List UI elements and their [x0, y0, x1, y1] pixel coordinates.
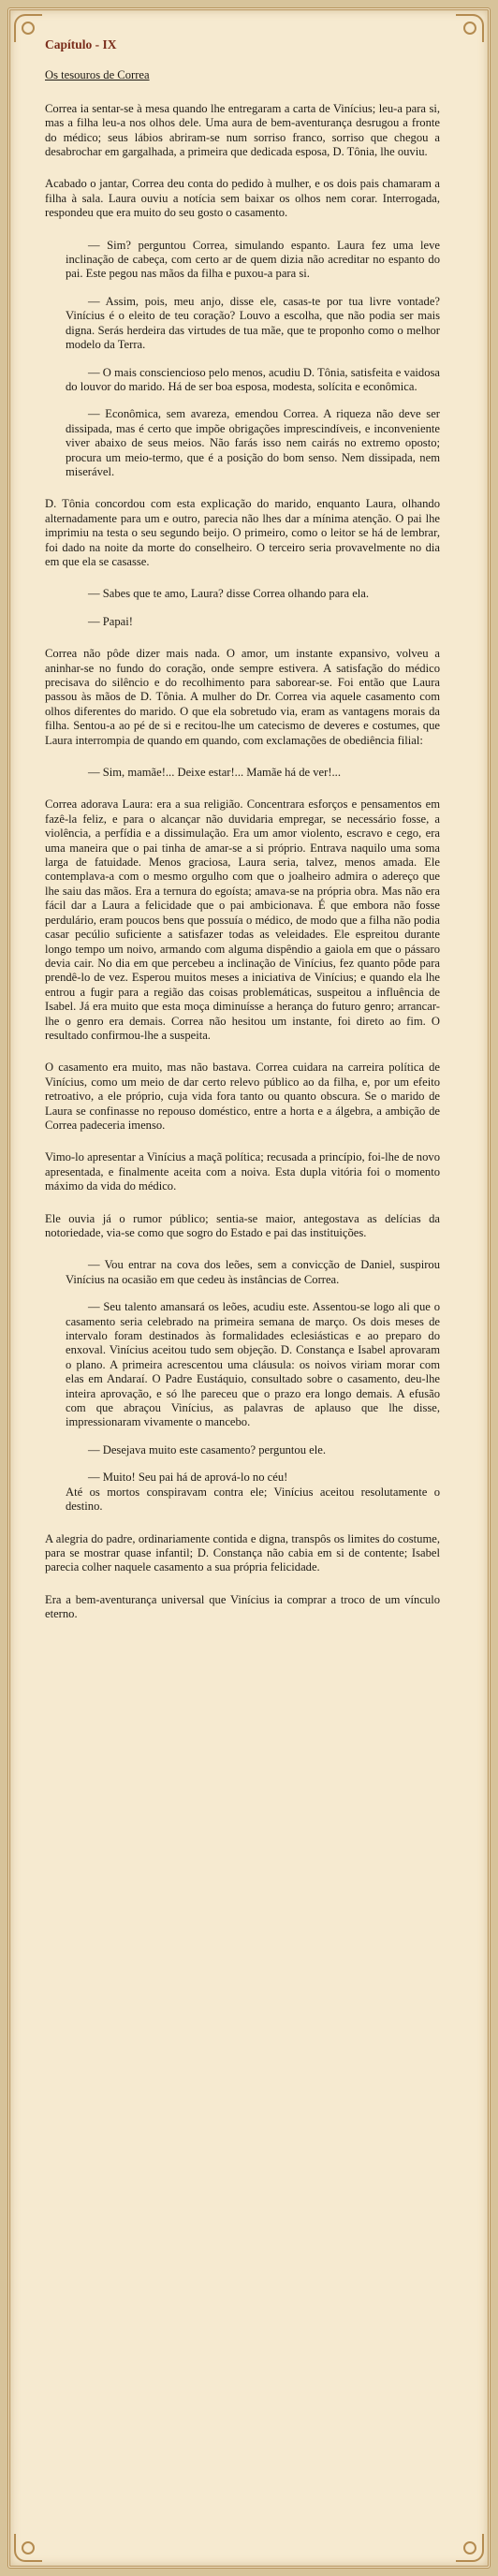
dialogue-line: — Econômica, sem avareza, emendou Correa. A riqueza não deve ser dissipada, mas é certo que impõe obrigações imprescindíveis, e inconveniente viver abaixo de seus meios. Não farás isso nem cairás no extremo oposto; procura um meio-termo, que é a posição do bom senso. Nem dissipada, nem miserável.	[66, 407, 440, 478]
corner-ornament-bottom-right	[456, 2534, 484, 2562]
paragraph-continuation: Até os mortos conspiravam contra ele; Vinícius aceitou resolutamente o destino.	[66, 1485, 440, 1514]
dialogue-line: — Desejava muito este casamento? perguntou ele.	[88, 1442, 327, 1456]
paragraph: A alegria do padre, ordinariamente contida e digna, transpôs os limites do costume, para se mostrar quase infantil; D. Constança não cabia em si de contente; Isabel parecia colher naquele casamento a sua própria felicidade.	[45, 1531, 440, 1574]
dialogue-line: — Seu talento amansará os leões, acudiu este. Assentou-se logo ali que o casamento seria celebrado na primeira semana de março. Os dois meses de intervalo foram destinados às formalidades eclesiásticas e ao preparo do enxoval. Vinícius aceitou tudo sem objeção. D. Constança e Isabel aprovaram o plano. A primeira acrescentou uma cláusula: os noivos viriam morar com elas em Andaraí. O Padre Eustáquio, consultado sobre o casamento, deu-lhe inteira aprovação, e só lhe pareceu que o prazo era longo demais. A efusão com que abraçou Vinícius, as palavras de aplauso que lhe disse, impressionaram vivamente o mancebo.	[66, 1300, 440, 1429]
corner-ornament-bottom-left	[14, 2534, 42, 2562]
dialogue-line: — Papai!	[88, 614, 133, 628]
dialogue-line: — Sim? perguntou Correa, simulando espanto. Laura fez uma leve inclinação de cabeça, com certo ar de quem dizia não acreditar no espanto do pai. Este pegou nas mãos da filha e puxou-a para si.	[66, 238, 440, 281]
paragraph: Correa adorava Laura: era a sua religião. Concentrara esforços e pensamentos em fazê-la feliz, e para o alcançar não duvidaria empregar, se necessário fosse, a violência, a perfídia e a dissimulação. Era um amor violento, escravo e cego, era uma maneira que o pai tinha de amar-se a si próprio. Entrava naquilo uma soma larga de fatuidade. Menos graciosa, Laura seria, talvez, menos amada. Ele contemplava-a com o mesmo orgulho com que o joalheiro admira o adereço que lhe saiu das mãos. Era a ternura do egoísta; amava-se na própria obra. Mas não era fácil dar a Laura a felicidade que o pai ambicionava. É que embora não fosse perdulário, eram poucos bens que possuía o médico, de modo que a filha não podia casar pecúlio suficiente a satisfazer todas as veleidades. Ele espreitou durante longo tempo um noivo, armando com alguma dispêndio a gaiola em que o pássaro devia cair. No dia em que percebeu a inclinação de Vinícius, fez quanto pôde para prendê-lo de vez. Esperou muitos meses a iniciativa de Vinícius; e quando ela lhe entrou a fugir para a região das coisas problemáticas, suspeitou a influência de Isabel. Já era muito que esta moça diminuísse a herança do futuro genro; arrancar-lhe o genro era demais. Correa não hesitou um instante, foi direto ao fim. O resultado confirmou-lhe a suspeita.	[45, 798, 440, 1042]
paragraph: Acabado o jantar, Correa deu conta do pedido à mulher, e os dois pais chamaram a filha à sala. Laura ouviu a notícia sem baixar os olhos nem corar. Interrogada, respondeu que era muito do seu gosto o casamento.	[45, 177, 440, 220]
dialogue-line: — Sabes que te amo, Laura? disse Correa olhando para ela.	[88, 587, 370, 601]
chapter-heading: Capítulo - IX	[45, 37, 117, 51]
chapter-content	[45, 37, 440, 1640]
paragraph: Era a bem-aventurança universal que Vinícius ia comprar a troco de um vínculo eterno.	[45, 1592, 440, 1621]
paragraph: Correa ia sentar-se à mesa quando lhe entregaram a carta de Vinícius; leu-a para si, mas a filha leu-a nos olhos dele. Uma aura de bem-aventurança desrugou a fronte do médico; seus lábios abriram-se num sorriso franco, sorriso que chegou a desabrochar em gargalhada, a primeira que dedicada esposa, D. Tônia, lhe ouviu.	[45, 101, 440, 159]
paragraph: Correa não pôde dizer mais nada. O amor, um instante expansivo, volveu a aninhar-se no fundo do coração, onde sempre estivera. A satisfação do médico precisava do silêncio e do recolhimento para saborear-se. Foi então que Laura passou às mãos de D. Tônia. A mulher do Dr. Correa via aquele casamento com olhos diferentes do marido. O que ela sobretudo via, eram as vantagens morais da filha. Sentou-a ao pé de si e recitou-lhe um catecismo de deveres e costumes, que Laura interrompia de quando em quando, com exclamações de obediência filial:	[45, 647, 440, 747]
dialogue-line: — Vou entrar na cova dos leões, sem a convicção de Daniel, suspirou Vinícius na ocasião em que cedeu às instâncias de Correa.	[66, 1258, 440, 1286]
corner-ornament-top-right	[456, 14, 484, 42]
dialogue-line: — O mais consciencioso pelo menos, acudiu D. Tônia, satisfeita e vaidosa do louvor do marido. Há de ser boa esposa, modesta, solícita e econômica.	[66, 365, 440, 393]
paragraph: Ele ouvia já o rumor público; sentia-se maior, antegostava as delícias da notoriedade, via-se como que sogro do Estado e pai das instituições.	[45, 1211, 440, 1239]
corner-ornament-top-left	[14, 14, 42, 42]
paragraph: D. Tônia concordou com esta explicação do marido, enquanto Laura, olhando alternadamente para um e outro, parecia não lhes dar a mínima atenção. O pai lhe imprimiu na testa o seu segundo beijo. O primeiro, como o leitor se há de lembrar, foi dado na noite da morte do conselheiro. O terceiro seria provavelmente no dia em que ela se casasse.	[45, 497, 440, 568]
section-title: Os tesouros de Correa	[45, 68, 150, 82]
dialogue-line: — Sim, mamãe!... Deixe estar!... Mamãe há de ver!...	[88, 766, 341, 780]
paragraph: Vimo-lo apresentar a Vinícius a maçã política; recusada a princípio, foi-lhe de novo apresentada, e finalmente aceita com a noiva. Esta dupla vitória foi o momento máximo da vida do médico.	[45, 1150, 440, 1193]
dialogue-line: — Muito! Seu pai há de aprová-lo no céu!	[88, 1471, 288, 1485]
paragraph: O casamento era muito, mas não bastava. Correa cuidara na carreira política de Vinícius, como um meio de dar certo relevo público ao da filha, e, por um efeito retroativo, a ele próprio, cuja vida fora tanto ou quanto obscura. Se o marido de Laura se confinasse no repouso doméstico, entre a horta e a álgebra, a ambição de Correa padeceria imenso.	[45, 1061, 440, 1132]
dialogue-line: — Assim, pois, meu anjo, disse ele, casas-te por tua livre vontade? Vinícius é o eleito de teu coração? Louvo a escolha, que não podia ser mais digna. Serás herdeira das virtudes de tua mãe, que te proponho como o melhor modelo da Terra.	[66, 294, 440, 352]
